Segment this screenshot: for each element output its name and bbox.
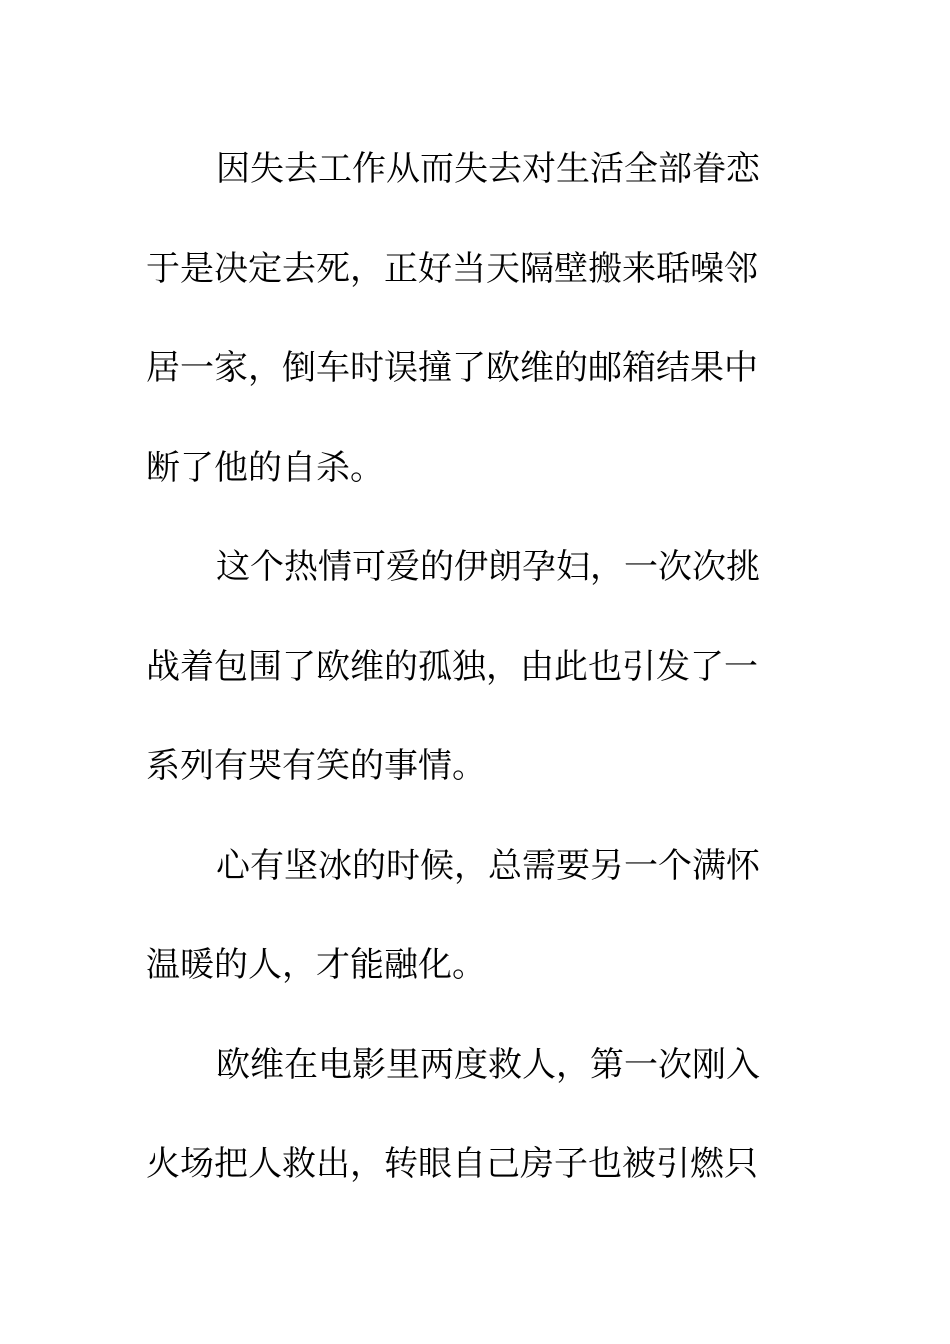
paragraph-line: 居一家，倒车时误撞了欧维的邮箱结果中 — [146, 348, 758, 388]
paragraph-line: 战着包围了欧维的孤独，由此也引发了一 — [146, 646, 758, 687]
paragraph-line: 系列有哭有笑的事情。 — [146, 746, 486, 786]
paragraph-line: 断了他的自杀。 — [146, 447, 384, 488]
body-text — [146, 120, 786, 1215]
paragraph-line: 心有坚冰的时候，总需要另一个满怀 — [216, 845, 760, 886]
paragraph-line: 这个热情可爱的伊朗孕妇，一次次挑 — [216, 547, 760, 587]
paragraph-line: 欧维在电影里两度救人，第一次刚入 — [216, 1044, 760, 1085]
paragraph-line: 于是决定去死，正好当天隔壁搬来聒噪邻 — [146, 248, 758, 289]
paragraph-line: 温暖的人，才能融化。 — [146, 945, 486, 985]
paragraph-line: 火场把人救出，转眼自己房子也被引燃只 — [146, 1144, 758, 1184]
paragraph-line: 因失去工作从而失去对生活全部眷恋 — [216, 149, 760, 189]
